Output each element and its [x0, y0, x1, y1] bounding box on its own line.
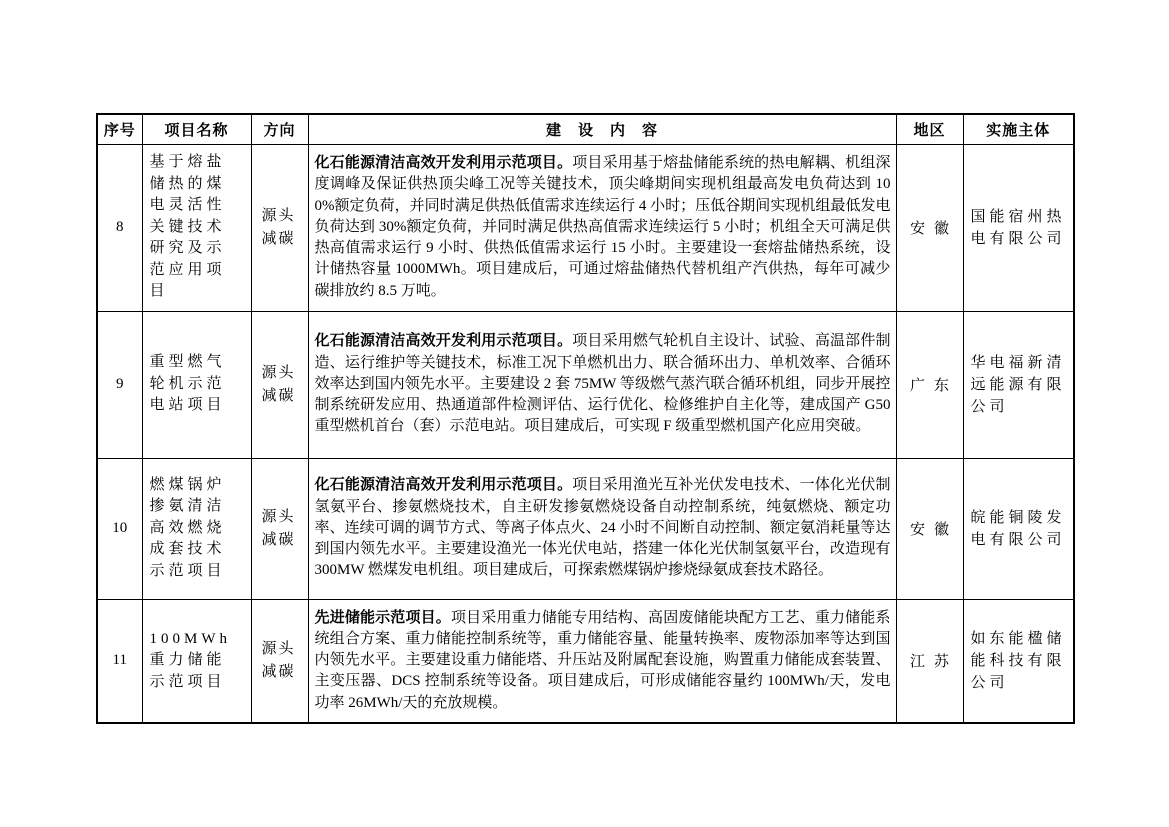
- seq-cell: 11: [97, 599, 142, 723]
- project-table: [96, 113, 1075, 724]
- content-cell: [308, 458, 896, 599]
- direction-text: 源头减碳: [261, 207, 296, 247]
- header-seq: 序号: [97, 114, 142, 144]
- table-row: [97, 458, 1074, 599]
- entity-cell: [963, 458, 1074, 599]
- project-name: 重型燃气轮机示范电站项目: [149, 354, 226, 414]
- table-row: [97, 144, 1074, 311]
- entity-name: 如东能楹储能科技有限公司: [970, 630, 1066, 691]
- project-name: 基于熔盐储热的煤电灵活性关键技术研究及示范应用项目: [149, 154, 226, 300]
- content-lead: 化石能源清洁高效开发利用示范项目。: [314, 477, 573, 494]
- direction-text: 源头减碳: [261, 640, 296, 680]
- header-entity: 实施主体: [963, 114, 1074, 144]
- content-lead: 化石能源清洁高效开发利用示范项目。: [314, 154, 573, 171]
- content-body: 项目采用燃气轮机自主设计、试验、高温部件制造、运行维护等关键技术，标准工况下单燃机出力、联合循环出力、单机效率、合循环效率达到国内领先水平。主要建设 2 套 75MW 等级燃气蒸汽联合循环机组，同步开展控制系统研发应用、热通道部件检测评估、运行优化、检修维护自主化等，建成国产 G50 重型燃机首台（套）示范电站。项目建成后，可实现 F 级重型燃机国产化应用突破。: [314, 333, 891, 435]
- header-direction: 方向: [251, 114, 308, 144]
- region-cell: [896, 311, 963, 458]
- region-text: 安徽: [909, 221, 958, 237]
- region-text: 江苏: [909, 654, 958, 671]
- content-body: 项目采用重力储能专用结构、高固废储能块配方工艺、重力储能系统组合方案、重力储能控制系统等，重力储能容量、能量转换率、废物添加率等达到国内领先水平。主要建设重力储能塔、升压站及附属配套设施，购置重力储能成套装置、主变压器、DCS 控制系统等设备。项目建成后，可形成储能容量约 100MWh/天，发电功率 26MWh/天的充放规模。: [314, 609, 891, 711]
- content-body: 项目采用渔光互补光伏发电技术、一体化光伏制氢氨平台、掺氨燃烧技术，自主研发掺氨燃烧设备自动控制系统，纯氨燃烧、额定功率、连续可调的调节方式、等离子体点火、24 小时不间断自动控制、额定氨消耗量等达到国内领先水平。主要建设渔光一体光伏电站，搭建一体化光伏制氢氨平台，改造现有 300MW 燃煤发电机组。项目建成后，可探索燃煤锅炉掺烧绿氨成套技术路径。: [314, 477, 891, 579]
- direction-cell: [251, 599, 308, 723]
- direction-cell: [251, 311, 308, 458]
- region-cell: [896, 599, 963, 723]
- region-text: 广东: [909, 378, 958, 394]
- entity-cell: [963, 311, 1074, 458]
- table-header-row: [97, 114, 1074, 144]
- seq-cell: 10: [97, 458, 142, 599]
- content-lead: 先进储能示范项目。: [314, 609, 451, 626]
- entity-name: 皖能铜陵发电有限公司: [970, 509, 1066, 548]
- direction-cell: [251, 144, 308, 311]
- project-name-cell: [142, 144, 251, 311]
- seq-cell: 9: [97, 311, 142, 458]
- entity-cell: [963, 599, 1074, 723]
- entity-cell: [963, 144, 1074, 311]
- content-cell: [308, 599, 896, 723]
- entity-name: 国能宿州热电有限公司: [970, 208, 1066, 247]
- content-text: [315, 608, 891, 714]
- region-cell: [896, 458, 963, 599]
- header-region: 地区: [896, 114, 963, 144]
- region-text: 安徽: [909, 522, 958, 538]
- region-cell: [896, 144, 963, 311]
- table-body: [97, 144, 1074, 723]
- direction-text: 源头减碳: [261, 364, 296, 404]
- content-lead: 化石能源清洁高效开发利用示范项目。: [314, 333, 573, 350]
- content-text: [315, 153, 891, 302]
- table-row: [97, 311, 1074, 458]
- direction-text: 源头减碳: [261, 508, 296, 548]
- entity-name: 华电福新清远能源有限公司: [970, 354, 1066, 415]
- content-text: [315, 475, 891, 581]
- content-body: 项目采用基于熔盐储能系统的热电解耦、机组深度调峰及保证供热顶尖峰工况等关键技术，顶尖峰期间实现机组最高发电负荷达到 100%额定负荷，并同时满足供热低值需求连续运行 4 小时；压低谷期间实现机组最低发电负荷达到 30%额定负荷，并同时满足供热高值需求连续运行 5 小时；机组全天可满足供热高值需求运行 9 小时、供热低值需求运行 15 小时。主要建设一套熔盐储热系统，设计储热容量 1000MWh。项目建成后，可通过熔盐储热代替机组产汽供热，每年可减少碳排放约 8.5 万吨。: [314, 154, 891, 299]
- table-row: [97, 599, 1074, 723]
- seq-cell: 8: [97, 144, 142, 311]
- project-name-cell: [142, 599, 251, 723]
- content-text: [315, 331, 891, 437]
- project-name: 100MWh 重力储能示范项目: [149, 630, 231, 690]
- project-name-cell: [142, 311, 251, 458]
- project-name-cell: [142, 458, 251, 599]
- project-name: 燃煤锅炉掺氨清洁高效燃烧成套技术示范项目: [149, 476, 226, 579]
- header-project-name: 项目名称: [142, 114, 251, 144]
- header-content: 建 设 内 容: [308, 114, 896, 144]
- direction-cell: [251, 458, 308, 599]
- content-cell: [308, 311, 896, 458]
- content-cell: [308, 144, 896, 311]
